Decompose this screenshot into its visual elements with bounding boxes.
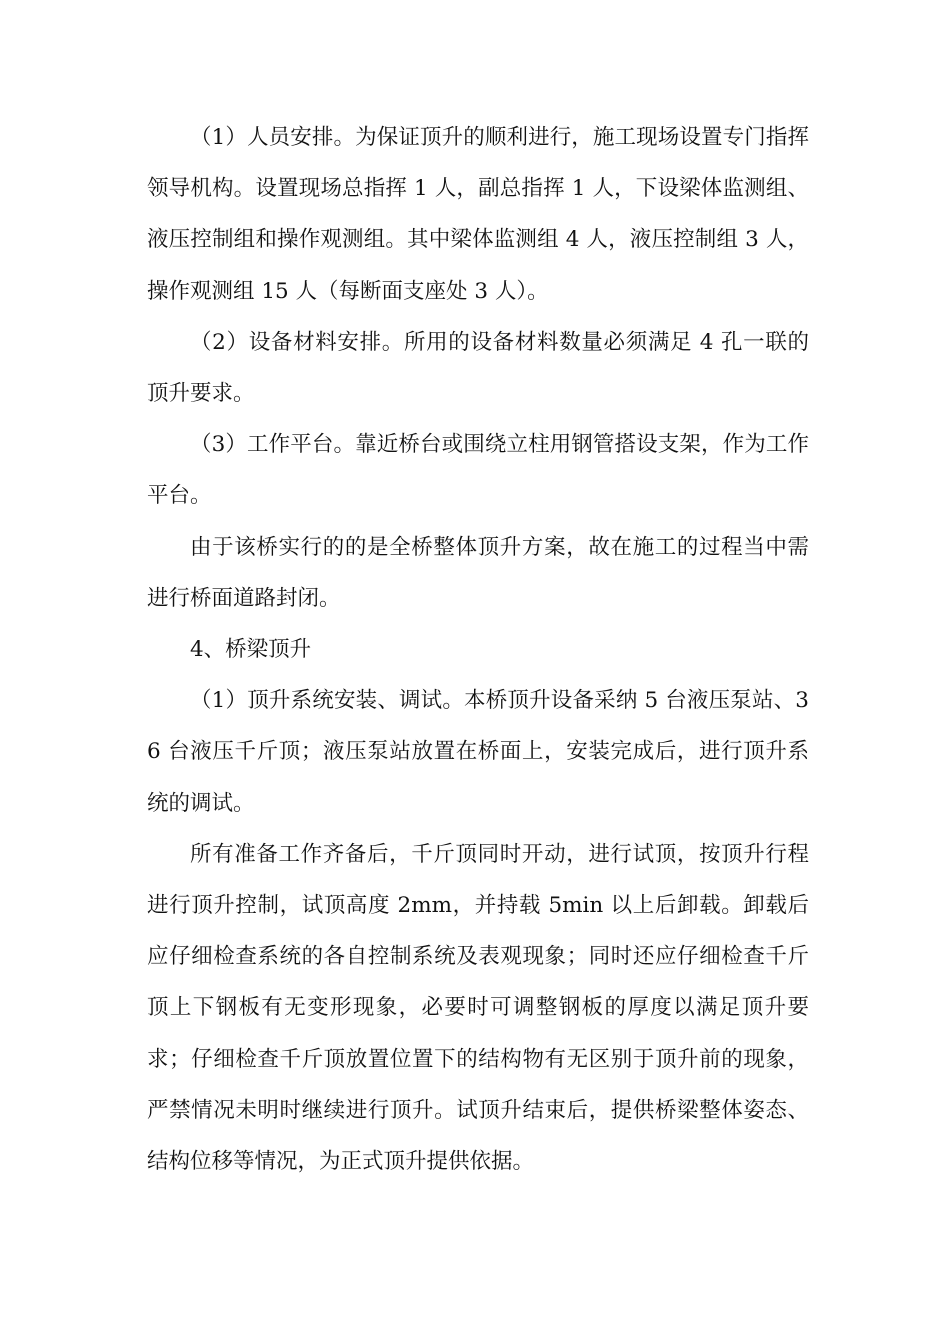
paragraph-system-installation: （1）顶升系统安装、调试。本桥顶升设备采纳 5 台液压泵站、36 台液压千斤顶；液压泵站放置在桥面上，安装完成后，进行顶升系统的调试。 bbox=[147, 688, 809, 816]
paragraph-equipment-arrangement: （2）设备材料安排。所用的设备材料数量必须满足 4 孔一联的顶升要求。 bbox=[147, 329, 809, 407]
paragraph-personnel-arrangement: （1）人员安排。为保证顶升的顺利进行，施工现场设置专门指挥领导机构。设置现场总指挥 1 人，副总指挥 1 人，下设梁体监测组、液压控制组和操作观测组。其中梁体监测组 4 人，液压控制组 3 人，操作观测组 15 人（每断面支座处 3 人）。 bbox=[147, 125, 809, 304]
section-heading-bridge-jacking: 4、桥梁顶升 bbox=[190, 637, 312, 663]
document-body bbox=[147, 112, 809, 1187]
paragraph-work-platform: （3）工作平台。靠近桥台或围绕立柱用钢管搭设支架，作为工作平台。 bbox=[147, 432, 809, 509]
paragraph-trial-jacking: 所有准备工作齐备后，千斤顶同时开动，进行试顶，按顶升行程进行顶升控制，试顶高度 2mm，并持载 5min 以上后卸载。卸载后应仔细检查系统的各自控制系统及表观现象；同时还应仔细检查千斤顶上下钢板有无变形现象，必要时可调整钢板的厚度以满足顶升要求；仔细检查千斤顶放置位置下的结构物有无区别于顶升前的现象，严禁情况未明时继续进行顶升。试顶升结束后，提供桥梁整体姿态、结构位移等情况，为正式顶升提供依据。 bbox=[147, 841, 809, 1175]
paragraph-road-closure: 由于该桥实行的的是全桥整体顶升方案，故在施工的过程当中需进行桥面道路封闭。 bbox=[147, 534, 809, 611]
